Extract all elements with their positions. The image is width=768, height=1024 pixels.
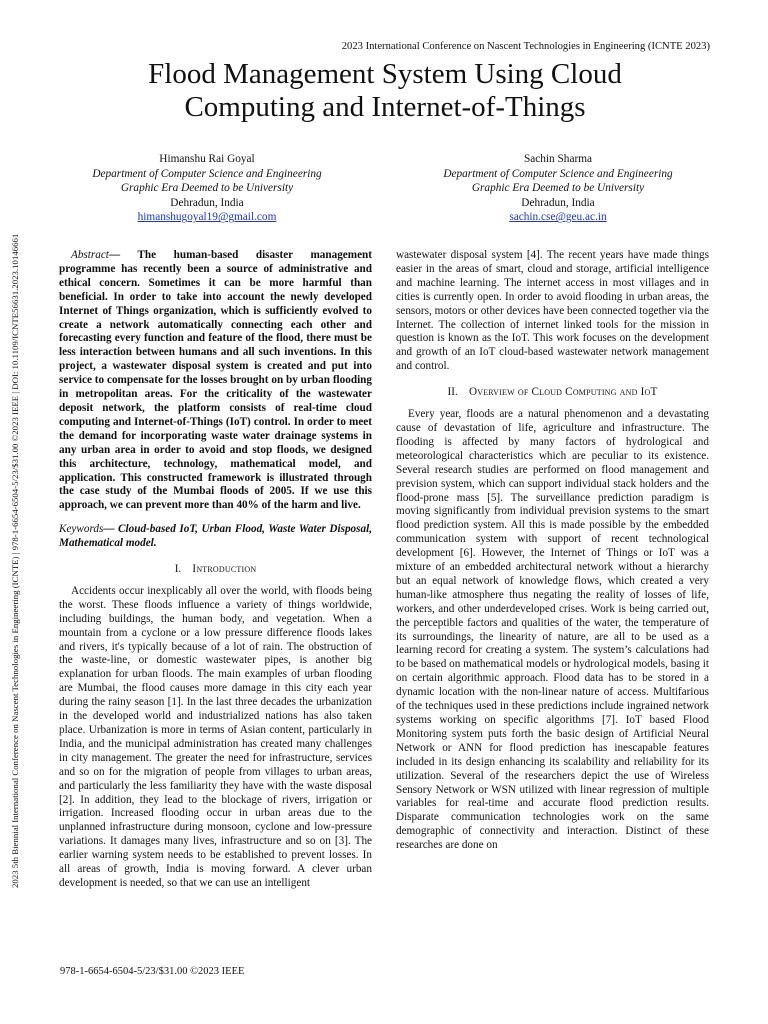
introduction-paragraph: Accidents occur inexplicably all over the world, with floods being the worst. These floods influence a variety of things worldwide, including buildings, the human body, and vegetation. When a mountain from a cyclone or a low pressure difference floods lakes and rivers, it's typically because of a lot of rain. The obstruction of the waste-line, or domestic wastewater pipes, is another big explanation for urban floods. The main examples of urban flooding are Mumbai, the flood causes more damage in this city each year during the rainy season [1]. In the last three decades the urbanization in the developed world and industrialized nations has also taken place. Urbanization is more in terms of Asian content, particularly in India, and the municipal administration has created many challenges in city management. The greater the need for infrastructure, services and so on for the migration of people from villages to urban areas, and particularly the less familiarity they have with the waste disposal [2]. In addition, they lead to the blockage of rivers, irrigation or irrigation. Increased flooding occur in urban areas due to the unplanned infrastructure during monsoon, cyclone and low-pressure variations. It damages many lives, infrastructure and so on [3]. The earlier warning system needs to be established to prevent losses. In all areas of growth, India is moving forward. A clever urban development is needed, so that we can use an intelligent [59,584,372,889]
author-name: Sachin Sharma [523,153,593,165]
abstract-text: — The human-based disaster management programme has recently been a source of administrative and ethical concern. Sometimes it can be more harmful than beneficial. In order to take into account the newly developed Internet of Things organization, which is sufficiently evolved to create a network automatically connecting each other and forecasting every function and feature of the flood, there must be less interaction between humans and all such inventions. In this project, a wastewater disposal system is created and put into service to compensate for the losses brought on by urban flooding in metropolitan areas. For the criticality of the wastewater deposit network, the platform consists of real-time cloud computing and Internet-of-Things (IoT) control. In order to meet the demand for incorporating waste water drainage systems in any urban area in order to avoid and stop floods, we designed this architecture, technology, mathematical model, and application. This constructed framework is illustrated through the case study of the Mumbai floods of 2005. If we use this approach, we can prevent more than 40% of the harm and live. [59,249,372,512]
author-university: Graphic Era Deemed to be University [120,182,294,195]
author-city: Dehradun, India [521,196,595,209]
author-department: Department of Computer Science and Engineering [443,167,673,180]
title-line-2: Computing and Internet-of-Things [184,91,586,123]
abstract-paragraph [59,249,372,513]
footer-copyright: 978-1-6654-6504-5/23/$31.00 ©2023 IEEE [60,966,245,977]
author-university: Graphic Era Deemed to be University [471,182,645,195]
author-name: Himanshu Rai Goyal [159,153,255,165]
left-column [59,249,372,891]
keywords-text: — Cloud-based IoT, Urban Flood, Waste Water Disposal, Mathematical model. [59,523,372,550]
conference-header: 2023 International Conference on Nascent Technologies in Engineering (ICNTE 2023) [341,41,710,52]
paper-title [60,58,710,124]
section-heading-introduction: I. Introduction [174,563,257,576]
title-line-1: Flood Management System Using Cloud [148,58,622,90]
author-department: Department of Computer Science and Engineering [92,167,322,180]
right-column [396,249,709,853]
author-city: Dehradun, India [170,196,244,209]
side-doi-text: 2023 5th Biennial International Conference on Nascent Technologies in Engineering (ICNTE) | 978-1-6654-6504-5/23/$31.00 ©2023 IEEE | DOI: 10.1109/ICNTE56631.2023.10146661 [10,233,20,888]
author-block-1 [47,152,367,225]
introduction-continued-paragraph: wastewater disposal system [4]. The recent years have made things easier in the areas of smart, cloud and storage, artificial intelligence and machine learning. The internet access in most villages and in cities is currently open. In order to avoid flooding in urban areas, the sensors, motors or other devices have been connected together via the Internet. The collection of internet linked tools for the mission in question is known as the IoT. This work focuses on the development and growth of an IoT cloud-based wastewater network management and control. [396,249,709,373]
overview-paragraph: Every year, floods are a natural phenomenon and a devastating cause of devastation of life, agriculture and infrastructure. The flooding is affected by many factors of hydrological and meteorological characteristics which are peculiar to its existence. Several research studies are performed on flood management and prevision system, which can support individual stack holders and the flood-prone mass [5]. The surveillance prediction paradigm is moving significantly from individual prevision systems to the smart flood prediction system. All this is made possible by the embedded communication system with support of recent technological development [6]. However, the Internet of Things or IoT was a mixture of an embedded architectural network without a hierarchy but an equal network of knowledge flows, which created a very human-like atmosphere thus negating the reality of losses of life, workers, and other underdeveloped crises. Work is being carried out, the perceptible factors and qualities of the water, the temperature of its surroundings, the linearity of nature, are all to be used as a learning record for creating a system. The system’s calculations had to be based on mathematical models or hydrological models, basing it on certain algorithmic approach. Flood data has to be stored in a dynamic location with the non-linear nature of access. Multifarious of the techniques used in these predictions include ingrained network systems working on specific algorithms [7]. IoT based Flood Monitoring system puts forth the basic design of Artificial Neural Network or ANN for flood prediction has inescapable features included in its design enhancing its scalability and reliability for its utilization. Several of the researchers depict the use of Wireless Sensory Network or WSN utilized with linear regression of multiple variables for real-time and accurate flood prediction results. Disparate communication technologies work on the same demographic of connectivity and interaction. Distinct of these researches are done on [396,408,709,852]
abstract-label: Abstract [71,249,109,261]
keywords-label: Keywords [59,523,104,536]
author-block-2 [398,152,718,225]
section-heading-overview: II. Overview of Cloud Computing and IoT [447,386,658,399]
keywords-paragraph [59,523,372,551]
author-email-link[interactable]: sachin.cse@geu.ac.in [509,211,607,224]
author-email-link[interactable]: himanshugoyal19@gmail.com [137,211,277,224]
